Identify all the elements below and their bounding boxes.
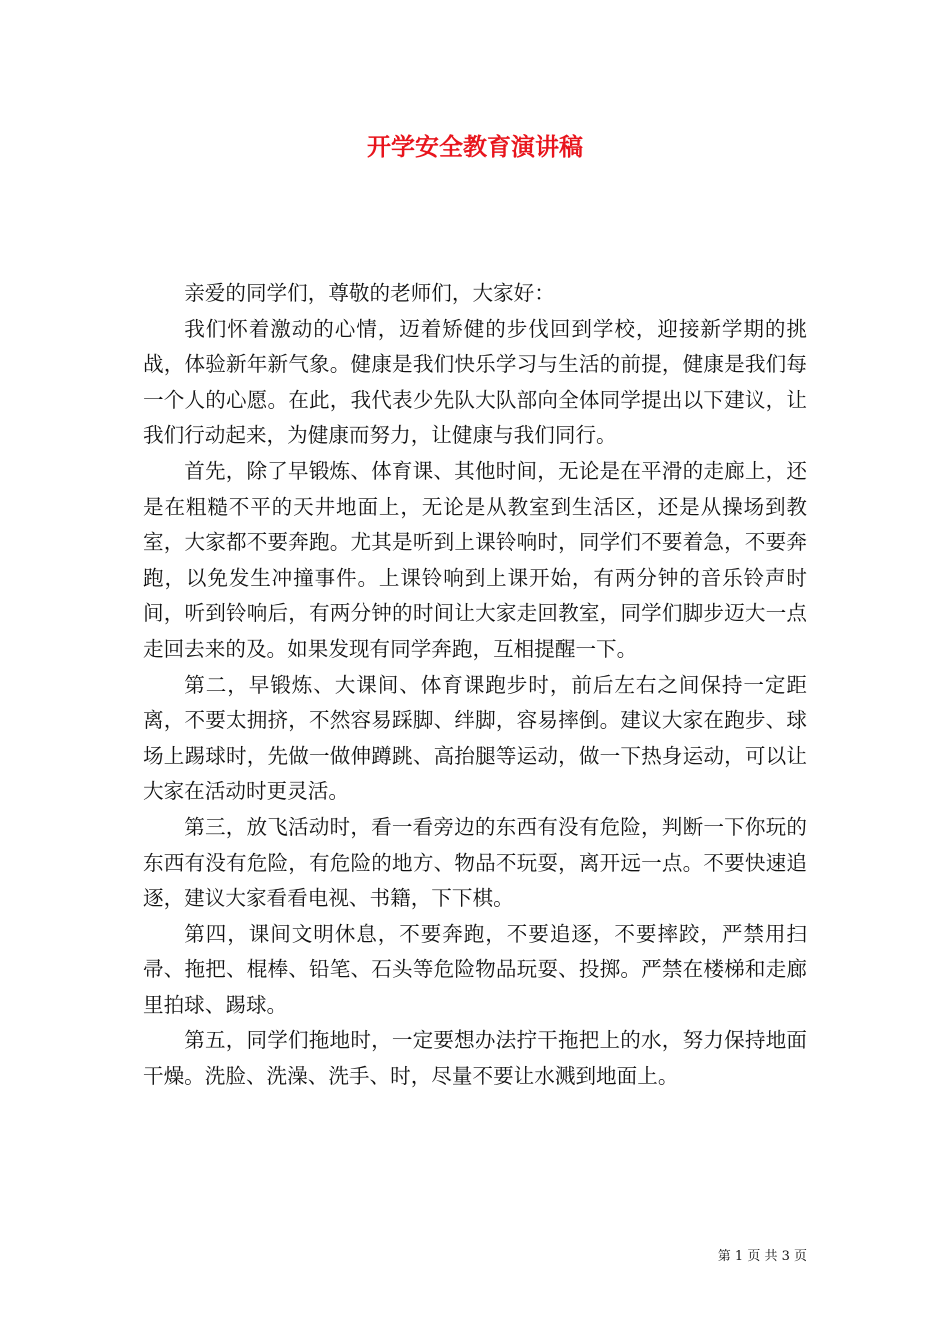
paragraph-first-point: 首先，除了早锻炼、体育课、其他时间，无论是在平滑的走廊上，还是在粗糙不平的天井地面上，无论是从教室到生活区，还是从操场到教室，大家都不要奔跑。尤其是听到上课铃响时，同学们不要着急，不要奔跑，以免发生冲撞事件。上课铃响到上课开始，有两分钟的音乐铃声时间，听到铃响后，有两分钟的时间让大家走回教室，同学们脚步迈大一点走回去来的及。如果发现有同学奔跑，互相提醒一下。: [143, 458, 807, 661]
document-body: [143, 276, 807, 1095]
paragraph-second-point: 第二，早锻炼、大课间、体育课跑步时，前后左右之间保持一定距离，不要太拥挤，不然容易踩脚、绊脚，容易摔倒。建议大家在跑步、球场上踢球时，先做一做伸蹲跳、高抬腿等运动，做一下热身运动，可以让大家在活动时更灵活。: [143, 672, 807, 804]
paragraph-fifth-point: 第五，同学们拖地时，一定要想办法拧干拖把上的水，努力保持地面干燥。洗脸、洗澡、洗手、时，尽量不要让水溅到地面上。: [143, 1028, 807, 1089]
document-title: 开学安全教育演讲稿: [367, 132, 583, 161]
paragraph-third-point: 第三，放飞活动时，看一看旁边的东西有没有危险，判断一下你玩的东西有没有危险，有危险的地方、物品不玩耍，离开远一点。不要快速追逐，建议大家看看电视、书籍，下下棋。: [143, 814, 807, 911]
paragraph-fourth-point: 第四，课间文明休息，不要奔跑，不要追逐，不要摔跤，严禁用扫帚、拖把、棍棒、铅笔、石头等危险物品玩耍、投掷。严禁在楼梯和走廊里拍球、踢球。: [143, 921, 807, 1017]
paragraph-greeting: 亲爱的同学们，尊敬的老师们，大家好：: [184, 281, 555, 305]
paragraph-intro: 我们怀着激动的心情，迈着矫健的步伐回到学校，迎接新学期的挑战，体验新年新气象。健康是我们快乐学习与生活的前提，健康是我们每一个人的心愿。在此，我代表少先队大队部向全体同学提出以下建议，让我们行动起来，为健康而努力，让健康与我们同行。: [143, 316, 807, 448]
page-number-footer: 第 1 页 共 3 页: [717, 1249, 807, 1264]
